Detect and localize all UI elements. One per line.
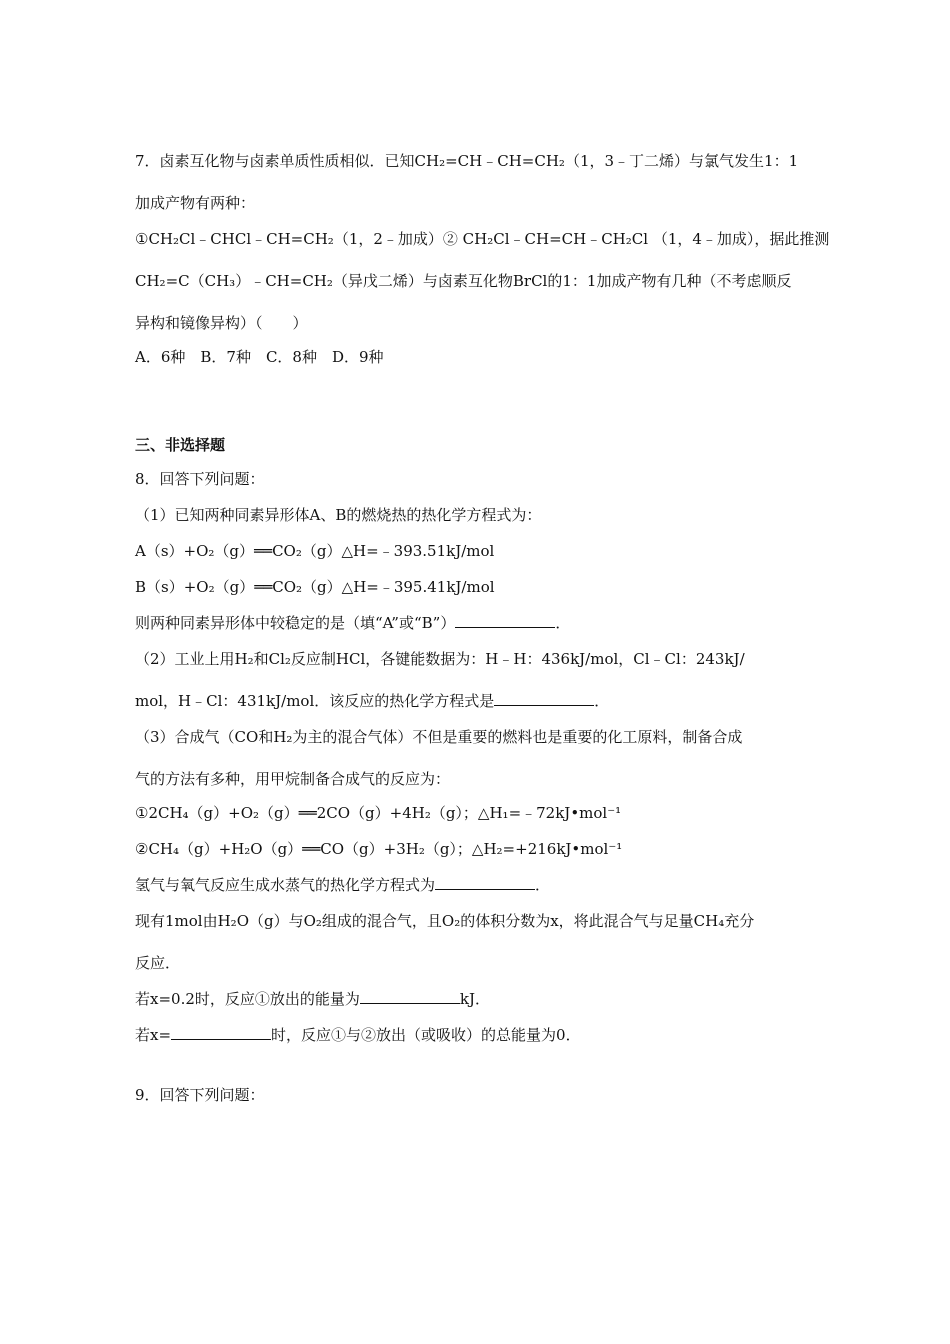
q8-line-7-text: mol，H﹣Cl：431kJ/mol．该反应的热化学方程式是 [135,692,495,710]
q8-line-7 [135,690,825,712]
q8-line-5-text: 则两种同素异形体中较稳定的是（填“A”或“B”） [135,614,456,632]
q9-line-1: 9．回答下列问题： [135,1086,265,1104]
q8-line-5-end: ． [555,614,571,632]
q8-line-15 [135,988,825,1010]
q8-line-8: （3）合成气（CO和H₂为主的混合气体）不但是重要的燃料也是重要的化工原料，制备合成 [135,728,743,746]
q8-line-14: 反应． [135,954,181,972]
q8-line-1: 8．回答下列问题： [135,470,265,488]
q7-options: A．6种 B．7种 C．8种 D．9种 [135,348,384,366]
q8-line-6: （2）工业上用H₂和Cl₂反应制HCl，各键能数据为：H﹣H：436kJ/mol，Cl﹣Cl：243kJ/ [135,650,745,668]
answer-blank-3[interactable] [435,875,535,890]
answer-blank-5[interactable] [171,1025,271,1040]
q8-line-13: 现有1mol由H₂O（g）与O₂组成的混合气，且O₂的体积分数为x，将此混合气与足量CH₄充分 [135,912,755,930]
answer-blank-1[interactable] [455,613,555,628]
q8-line-16 [135,1024,825,1046]
q7-line-5: 异构和镜像异构）（ ） [135,314,308,332]
q7-line-3: ①CH₂Cl﹣CHCl﹣CH=CH₂（1，2﹣加成）② CH₂Cl﹣CH=CH﹣CH₂Cl （1，4﹣加成），据此推测 [135,230,830,248]
q7-line-1: 7．卤素互化物与卤素单质性质相似．已知CH₂=CH﹣CH=CH₂（1，3﹣丁二烯）与氯气发生1：1 [135,152,799,170]
q8-line-3: A（s）+O₂（g）══CO₂（g）△H=﹣393.51kJ/mol [135,542,495,560]
q8-line-7-end: ． [594,692,610,710]
q8-line-4: B（s）+O₂（g）══CO₂（g）△H=﹣395.41kJ/mol [135,578,495,596]
answer-blank-4[interactable] [360,989,460,1004]
q8-line-15-text: 若x=0.2时，反应①放出的能量为 [135,990,360,1008]
q8-line-16-end: 时，反应①与②放出（或吸收）的总能量为0． [271,1026,581,1044]
q8-line-16-text: 若x= [135,1026,172,1044]
q8-line-11: ②CH₄（g）+H₂O（g）══CO（g）+3H₂（g）；△H₂=+216kJ•mol⁻¹ [135,840,623,858]
q8-line-12 [135,874,825,896]
q8-line-12-end: ． [535,876,551,894]
section-title: 三、非选择题 [135,436,226,454]
q7-line-4: CH₂=C（CH₃）﹣CH=CH₂（异戊二烯）与卤素互化物BrCl的1：1加成产物有几种（不考虑顺反 [135,272,792,290]
q8-line-15-end: kJ． [459,990,490,1008]
q8-line-5 [135,612,825,634]
q8-line-2: （1）已知两种同素异形体A、B的燃烧热的热化学方程式为： [135,506,542,524]
q8-line-12-text: 氢气与氧气反应生成水蒸气的热化学方程式为 [135,876,436,894]
q8-line-9: 气的方法有多种，用甲烷制备合成气的反应为： [135,770,451,788]
q7-line-2: 加成产物有两种： [135,194,256,212]
q8-line-10: ①2CH₄（g）+O₂（g）══2CO（g）+4H₂（g）；△H₁=﹣72kJ•mol⁻¹ [135,804,622,822]
answer-blank-2[interactable] [494,691,594,706]
